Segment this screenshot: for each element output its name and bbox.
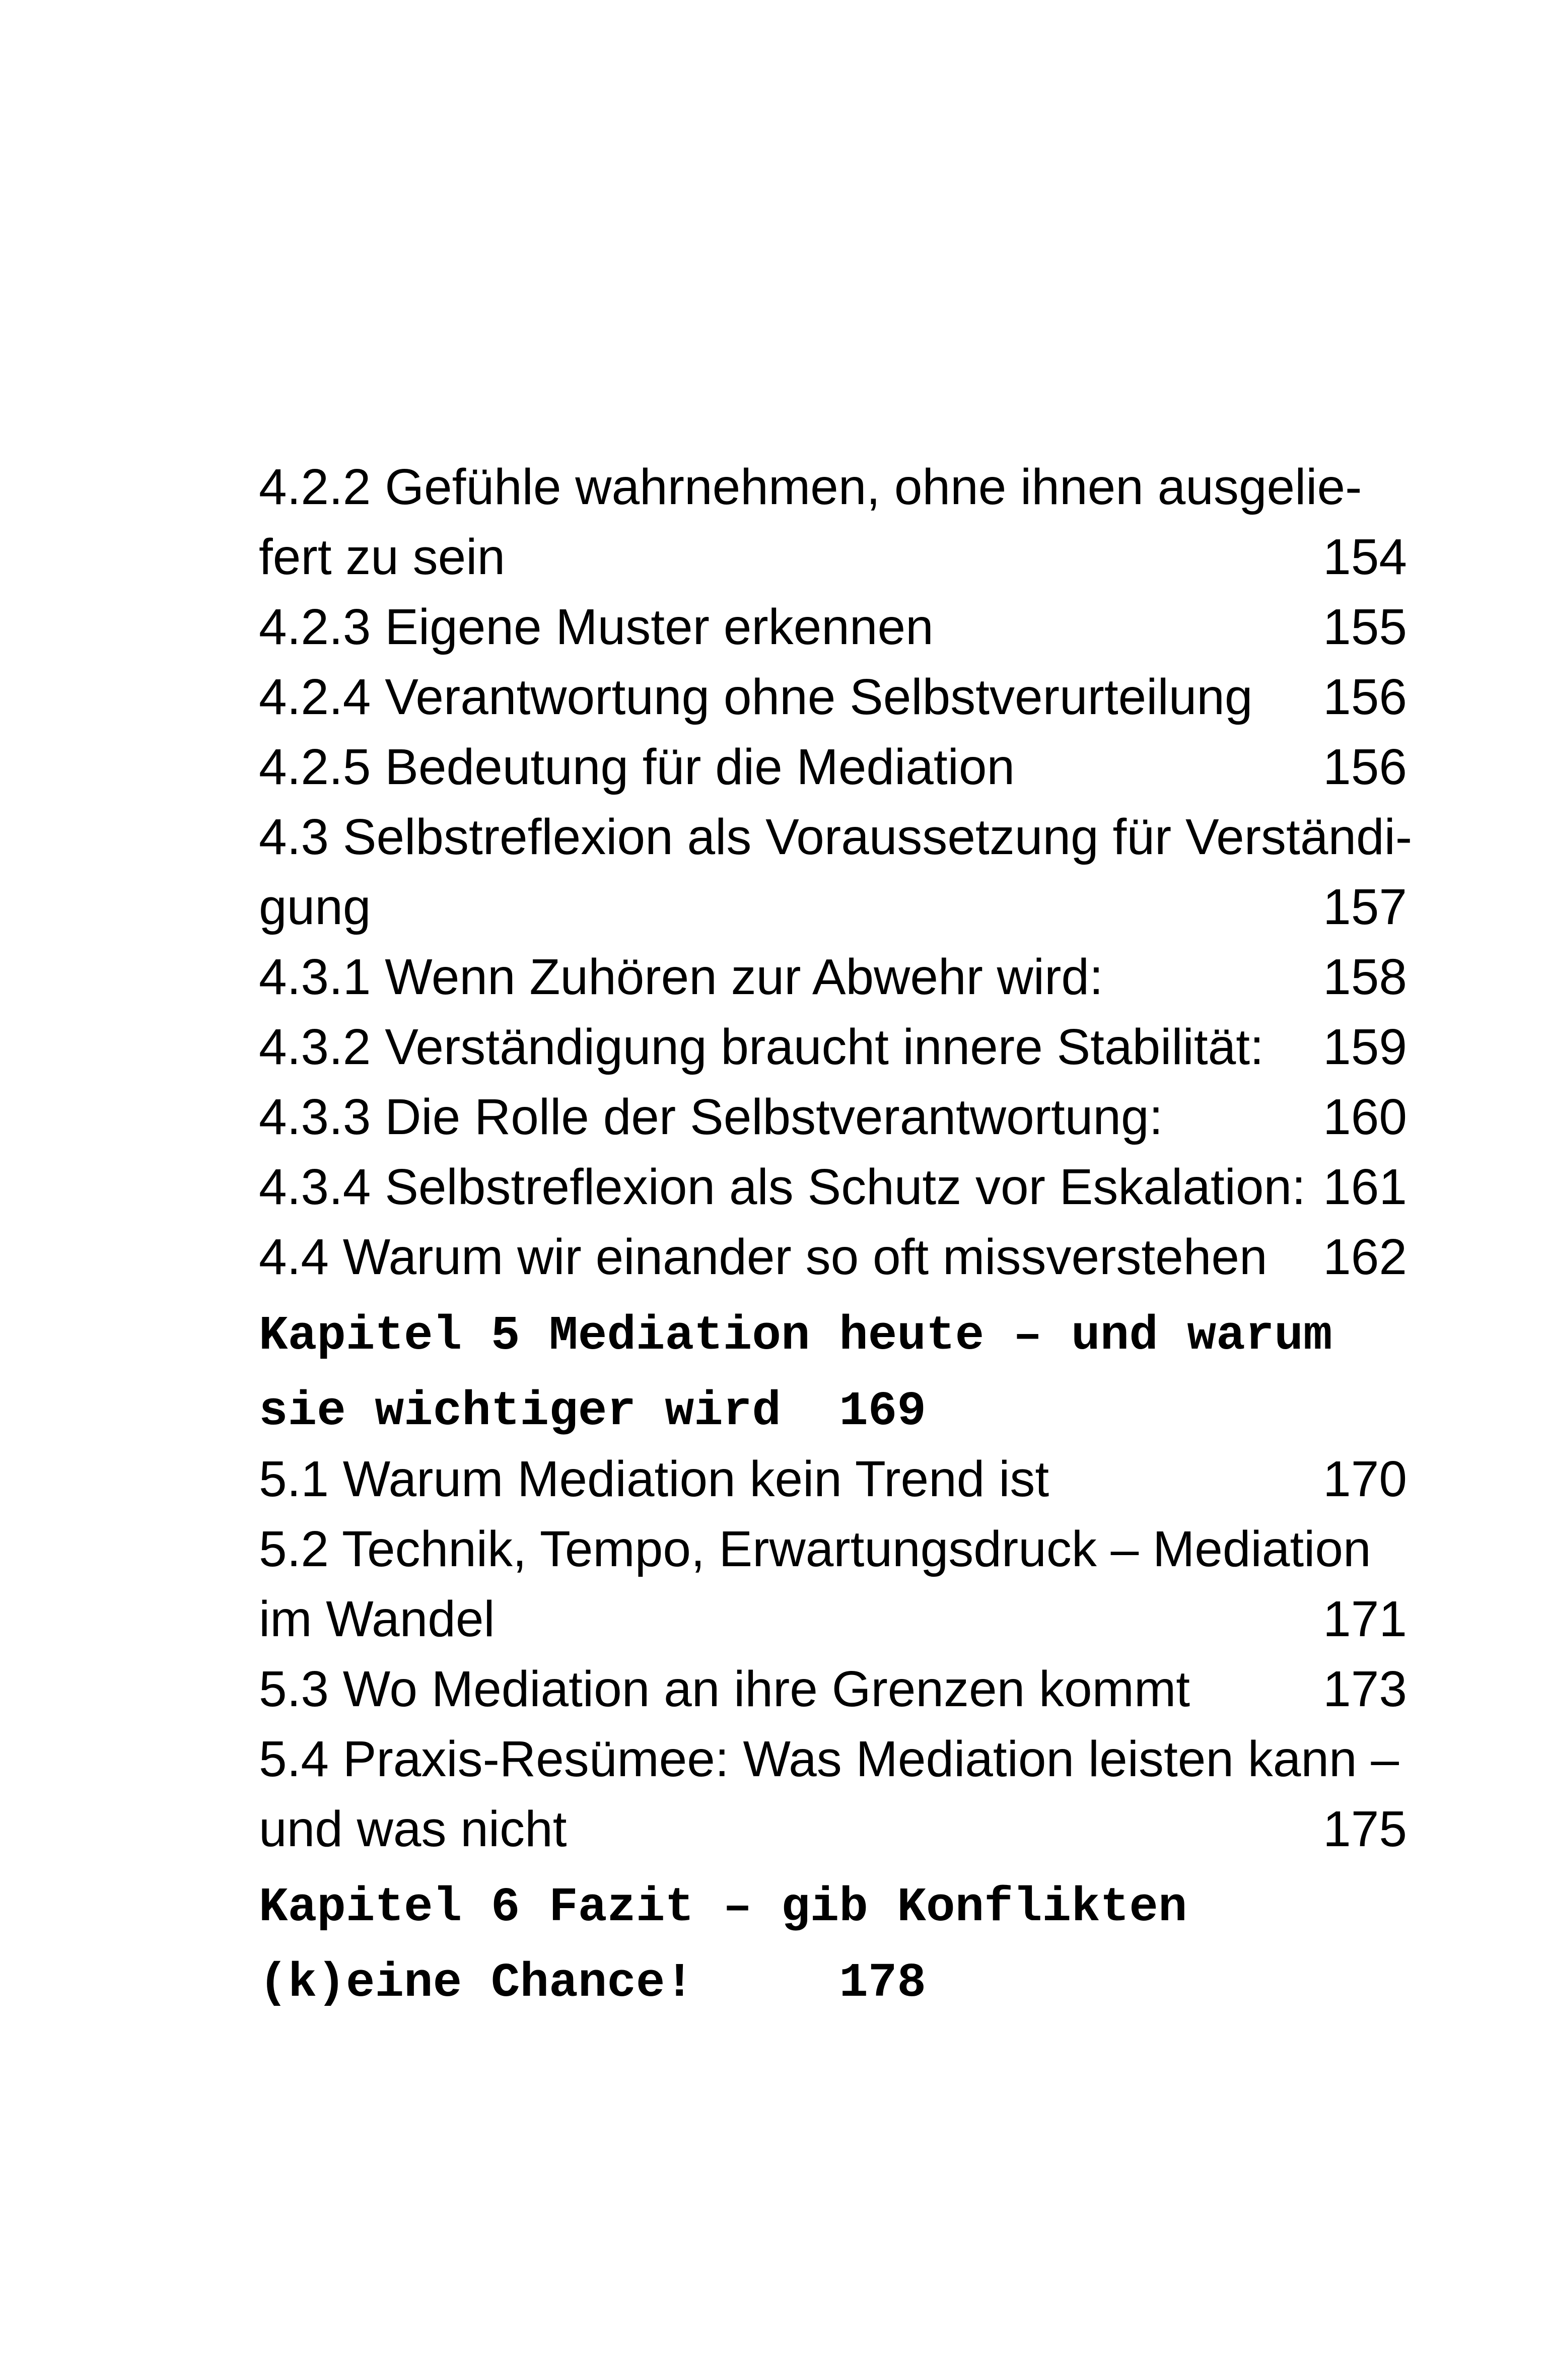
- toc-entry-title-continuation: fert zu sein: [259, 529, 506, 585]
- toc-entry-title: 4.2.2 Gefühle wahrnehmen, ohne ihnen ausgelie-: [259, 459, 1362, 515]
- toc-entry-5-4-line1: [259, 1724, 1407, 1794]
- toc-entry-4-3-2: [259, 1012, 1407, 1082]
- chapter-5-heading-line2: sie wichtiger wird 169: [259, 1384, 927, 1439]
- toc-entry-title: 5.4 Praxis-Resümee: Was Mediation leisten kann –: [259, 1731, 1399, 1787]
- toc-page-number: 155: [1323, 599, 1407, 655]
- toc-entry-title: 5.1 Warum Mediation kein Trend ist: [259, 1451, 1049, 1507]
- toc-entry-title: 4.2.5 Bedeutung für die Mediation: [259, 739, 1015, 795]
- toc-entry-title: 4.3.1 Wenn Zuhören zur Abwehr wird:: [259, 949, 1103, 1005]
- toc-page-number: 160: [1323, 1089, 1407, 1145]
- toc-page-number: 159: [1323, 1019, 1407, 1075]
- toc-page-number: 156: [1323, 739, 1407, 795]
- toc-entry-title: 5.2 Technik, Tempo, Erwartungsdruck – Mediation: [259, 1521, 1371, 1577]
- toc-entry-4-3-line2: [259, 872, 1407, 942]
- toc-page-number: 175: [1323, 1801, 1407, 1857]
- toc-page-number: 162: [1323, 1229, 1407, 1285]
- chapter-6-heading-line1: Kapitel 6 Fazit – gib Konflikten: [259, 1880, 1187, 1935]
- toc-entry-4-2-4: [259, 662, 1407, 732]
- toc-entry-4-2-2-line1: [259, 452, 1407, 522]
- toc-page-number: 173: [1323, 1661, 1407, 1717]
- toc-entry-5-1: [259, 1444, 1407, 1514]
- toc-entry-title: 4.3 Selbstreflexion als Voraussetzung für Verständi-: [259, 809, 1413, 865]
- toc-page-number: 171: [1323, 1591, 1407, 1647]
- toc-entry-title-continuation: und was nicht: [259, 1801, 567, 1857]
- toc-entry-5-2-line2: [259, 1584, 1407, 1654]
- toc-entry-title: 4.2.3 Eigene Muster erkennen: [259, 599, 934, 655]
- toc-entry-title: 4.3.3 Die Rolle der Selbstverantwortung:: [259, 1089, 1163, 1145]
- toc-entry-5-3: [259, 1654, 1407, 1724]
- toc-entry-4-2-2-line2: [259, 522, 1407, 592]
- chapter-6-heading-line2: (k)eine Chance! 178: [259, 1955, 927, 2010]
- toc-entry-title: 4.4 Warum wir einander so oft missverstehen: [259, 1229, 1268, 1285]
- toc-entry-4-2-3: [259, 592, 1407, 662]
- toc-entry-title: 4.3.2 Verständigung braucht innere Stabilität:: [259, 1019, 1264, 1075]
- chapter-5-heading-line1: Kapitel 5 Mediation heute – und warum: [259, 1308, 1332, 1363]
- toc-entry-4-2-5: [259, 732, 1407, 802]
- toc-entry-5-2-line1: [259, 1514, 1407, 1584]
- toc-entry-title-continuation: im Wandel: [259, 1591, 495, 1647]
- toc-entry-title: 5.3 Wo Mediation an ihre Grenzen kommt: [259, 1661, 1190, 1717]
- toc-entry-4-3-4: [259, 1152, 1407, 1222]
- toc-entry-4-3-3: [259, 1082, 1407, 1152]
- toc-entry-4-3-line1: [259, 802, 1413, 872]
- toc-entry-5-4-line2: [259, 1794, 1407, 1864]
- toc-page-number: 161: [1323, 1159, 1407, 1215]
- toc-page-number: 170: [1323, 1451, 1407, 1507]
- toc-page-number: 154: [1323, 529, 1407, 585]
- toc-page-number: 157: [1323, 879, 1407, 935]
- toc-page-number: 156: [1323, 669, 1407, 725]
- toc-entry-title: 4.3.4 Selbstreflexion als Schutz vor Eskalation:: [259, 1159, 1306, 1215]
- toc-entry-title: 4.2.4 Verantwortung ohne Selbstverurteilung: [259, 669, 1253, 725]
- toc-entry-4-4: [259, 1222, 1407, 1292]
- toc-entry-4-3-1: [259, 942, 1407, 1012]
- toc-entry-title-continuation: gung: [259, 879, 371, 935]
- toc-page-number: 158: [1323, 949, 1407, 1005]
